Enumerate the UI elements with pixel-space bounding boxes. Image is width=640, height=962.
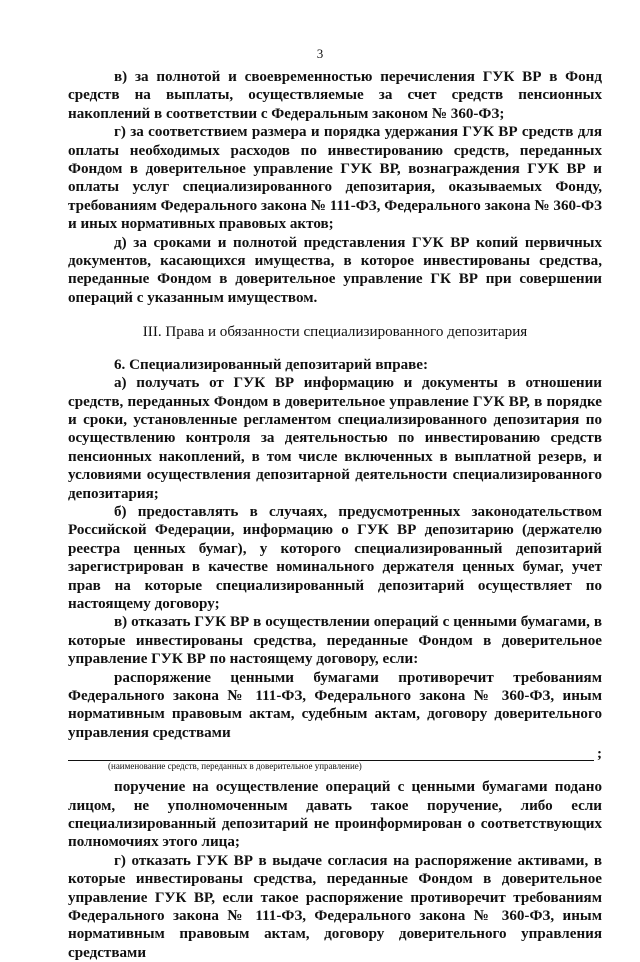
blank-caption: (наименование средств, переданных в доверительное управление) (108, 761, 362, 772)
clause-6-intro: 6. Специализированный депозитарий вправе: (114, 356, 429, 373)
fill-in-blank (68, 743, 602, 761)
paragraph-d: д) за сроками и полнотой представления ГУК ВР копий первичных документов, касающихся имущества, в которое инвестированы средства, переданные Фондом в доверительное управление ГК ВР при совершении операций с указанным имуществом. (68, 234, 602, 306)
clause-6-v: в) отказать ГУК ВР в осуществлении операций с ценными бумагами, в которые инвестированы средства, переданные Фондом в доверительное управление ГУК ВР по настоящему договору, если: (68, 614, 602, 668)
paragraph-g: г) за соответствием размера и порядка удержания ГУК ВР средств для оплаты необходимых расходов по инвестированию средств, переданных Фондом в доверительное управление ГУК ВР, вознаграждения ГУК ВР и оплаты услуг специализированного депозитария, оказываемых Фонду, требованиям Федерального закона № 111-ФЗ, Федерального закона № 360-ФЗ и иных нормативных правовых актов; (68, 124, 602, 233)
section-heading: III. Права и обязанности специализированного депозитария (142, 324, 528, 341)
clause-6-b: б) предоставлять в случаях, предусмотренных законодательством Российской Федерации, информацию о ГУК ВР депозитарию (держателю реестра ценных бумаг), у которого специализированный депозитарий зарегистрирован в качестве номинального держателя ценных бумаг, учет прав на которые специализированный депозитарий осуществляет по настоящему договору; (68, 503, 602, 612)
clause-6-g: г) отказать ГУК ВР в выдаче согласия на распоряжение активами, в которые инвестированы средства, переданные Фондом в доверительное управление ГУК ВР, если такое распоряжение противоречит требованиям Федерального закона № 111-ФЗ, Федерального закона № 360-ФЗ, иным нормативным правовым актам, договору доверительного управления средствами (68, 852, 602, 961)
document-body (68, 68, 602, 962)
page-number: 3 (316, 46, 324, 61)
blank-semicolon: ; (597, 746, 602, 763)
clause-6-v-condition-2: поручение на осуществление операций с ценными бумагами подано лицом, не уполномоченным давать такое поручение, либо если специализированный депозитарий не проинформирован о соответствующих полномочиях этого лица; (68, 779, 602, 851)
clause-6-v-condition-1: распоряжение ценными бумагами противоречит требованиям Федерального закона № 111-ФЗ, Федерального закона № 360-ФЗ, иным нормативным правовым актам, судебным актам, договору доверительного управления средствами (68, 669, 602, 741)
paragraph-v: в) за полнотой и своевременностью перечисления ГУК ВР в Фонд средств на выплаты, осуществляемые за счет средств пенсионных накоплений в соответствии с Федеральным законом № 360-ФЗ; (68, 69, 602, 122)
blank-underline (68, 746, 594, 761)
clause-6-a: а) получать от ГУК ВР информацию и документы в отношении средств, переданных Фондом в доверительное управление ГУК ВР, в порядке и сроки, установленные регламентом специализированного депозитария по осуществлению контроля за деятельностью по инвестированию средств пенсионных накоплений, в том числе включенных в выплатной резерв, и условиями осуществления депозитарной деятельности специализированного депозитария; (68, 375, 602, 502)
